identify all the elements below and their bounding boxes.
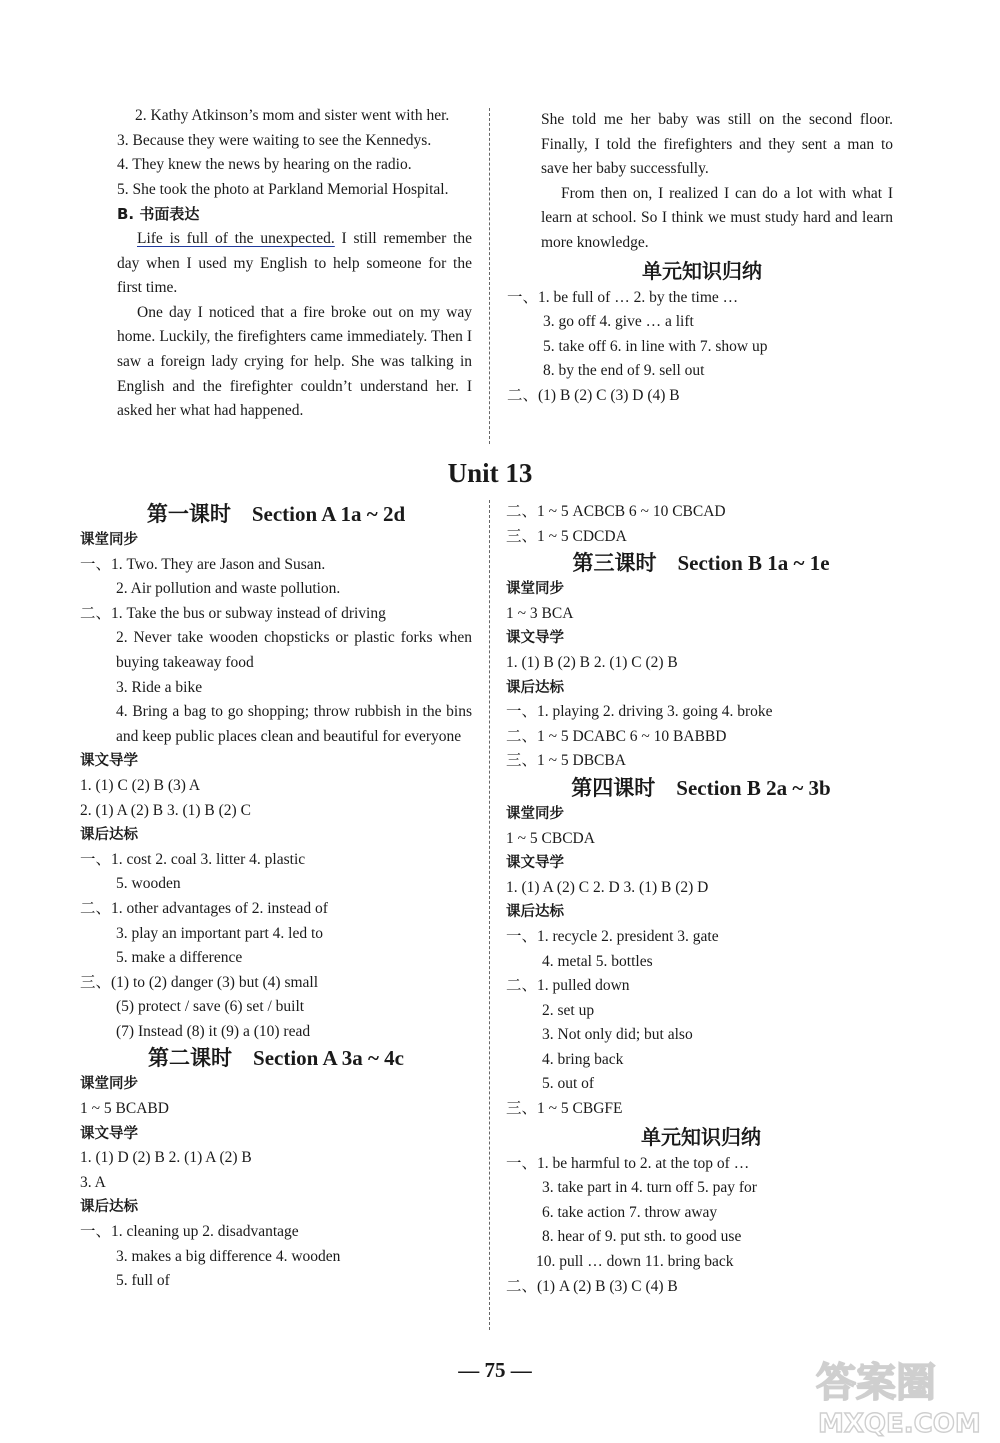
summary-line: 二、(1) B (2) C (3) D (4) B [507,386,680,404]
page-number: — 75 — [458,1358,532,1382]
bottom-right-column [506,500,896,1299]
answer-line: 4. Bring a bag to go shopping; throw rubbish in the bins and keep public places clean and beautiful for everyone [116,703,472,745]
answer-line: 二、1. Take the bus or subway instead of driving [80,604,386,622]
answer-line: 4. metal 5. bottles [542,952,653,970]
lesson1-after-class: 课后达标 [80,827,138,844]
unit-summary-title: 单元知识归纳 [642,258,762,283]
answer-line: 1 ~ 5 CBCDA [506,829,595,847]
answer-line: (7) Instead (8) it (9) a (10) read [116,1022,311,1040]
answer-line: 2. Air pollution and waste pollution. [116,580,341,598]
answer-line: 2. set up [542,1001,595,1019]
essay-p1-rest: I still remember the day when I used my English to help someone for the first time. [117,229,472,297]
lesson2-text-guide: 课文导学 [80,1125,138,1142]
lesson4-after-class: 课后达标 [506,904,564,921]
summary-line: 5. take off 6. in line with 7. show up [543,337,768,355]
section-b-heading: B. 书面表达 [117,205,200,224]
answer-line: 3. makes a big difference 4. wooden [116,1247,341,1265]
unit-title: Unit 13 [447,458,533,488]
essay-underlined-sentence: Life is full of the unexpected. [137,229,335,247]
watermark-text: 答案圈 [816,1360,936,1406]
summary-line: 二、(1) A (2) B (3) C (4) B [506,1277,678,1295]
watermark-icon [808,1348,998,1438]
answer-line: 一、1. cost 2. coal 3. litter 4. plastic [80,850,306,868]
essay-paragraph-1 [117,227,472,301]
summary-line: 3. go off 4. give … a lift [543,313,694,331]
answer-line: 1. (1) B (2) B 2. (1) C (2) B [506,653,678,671]
answer-line: 1. (1) A (2) C 2. D 3. (1) B (2) D [506,878,709,896]
bottom-left-column [80,500,472,1294]
answer-line: 一、1. cleaning up 2. disadvantage [80,1223,299,1241]
summary-line: 8. by the end of 9. sell out [543,362,705,380]
top-left-column [117,104,472,424]
answer-line: 3. Ride a bike [116,678,203,696]
summary-line: 6. take action 7. throw away [542,1203,718,1221]
top-right-column [507,108,893,409]
lesson1-classroom-sync: 课堂同步 [80,532,138,548]
summary-line: 3. take part in 4. turn off 5. pay for [542,1179,757,1197]
answer-line: 5. full of [116,1272,170,1290]
answer-line: 二、1. other advantages of 2. instead of [80,899,328,917]
answer-line: 5. wooden [116,875,181,893]
column-divider-top [489,108,490,444]
summary-line: 一、1. be full of … 2. by the time … [507,288,739,306]
lesson3-text-guide: 课文导学 [506,630,564,647]
answer-line: 一、1. recycle 2. president 3. gate [506,927,719,945]
answer-line: 1 ~ 3 BCA [506,604,574,622]
lesson2-classroom-sync: 课堂同步 [80,1076,138,1093]
answer-line: 三、1 ~ 5 CDCDA [506,527,627,545]
lesson4-classroom-sync: 课堂同步 [506,805,564,822]
lesson2-title: 第二课时 Section A 3a ~ 4c [148,1046,404,1071]
answer-line: 2. (1) A (2) B 3. (1) B (2) C [80,801,251,819]
unit-summary-title: 单元知识归纳 [641,1124,761,1149]
lesson3-title: 第三课时 Section B 1a ~ 1e [572,551,830,576]
answer-line: 3. play an important part 4. led to [116,924,324,942]
answer-line: 一、1. Two. They are Jason and Susan. [80,555,326,573]
summary-line: 10. pull … down 11. bring back [536,1253,734,1271]
lesson1-text-guide: 课文导学 [80,753,138,770]
watermark-site: MXQE.COM [818,1409,981,1438]
answer-line: 三、1 ~ 5 DBCBA [506,752,626,770]
essay-paragraph-3: From then on, I realized I can do a lot with what I learn at school. So I think we must study hard and learn more knowledge. [541,184,893,251]
answer-line: 三、(1) to (2) danger (3) but (4) small [80,973,319,991]
answer-line: 二、1. pulled down [506,977,630,995]
lesson1-title: 第一课时 Section A 1a ~ 2d [146,502,406,526]
answer-line: 5. She took the photo at Parkland Memorial Hospital. [117,180,449,198]
lesson3-after-class: 课后达标 [506,679,564,696]
answer-line: 4. bring back [542,1050,624,1068]
answer-line: 3. A [80,1173,106,1191]
answer-line: 3. Because they were waiting to see the Kennedys. [117,131,432,149]
lesson4-text-guide: 课文导学 [506,855,564,872]
lesson3-classroom-sync: 课堂同步 [506,581,564,598]
answer-line: 二、1 ~ 5 DCABC 6 ~ 10 BABBD [506,727,727,745]
answer-line: 二、1 ~ 5 ACBCB 6 ~ 10 CBCAD [506,503,726,520]
lesson2-after-class: 课后达标 [80,1199,138,1216]
answer-line: 2. Never take wooden chopsticks or plastic forks when buying takeaway food [116,629,472,671]
answer-line: 4. They knew the news by hearing on the radio. [117,156,412,174]
answer-line: 2. Kathy Atkinson’s mom and sister went with her. [135,107,450,124]
answer-line: 5. make a difference [116,949,243,967]
answer-line: 1. (1) D (2) B 2. (1) A (2) B [80,1149,252,1167]
summary-line: 一、1. be harmful to 2. at the top of … [506,1154,750,1172]
answer-line: 三、1 ~ 5 CBGFE [506,1100,623,1118]
answer-line: 3. Not only did; but also [542,1026,693,1044]
column-divider-bottom [489,500,490,1330]
answer-line: 1. (1) C (2) B (3) A [80,776,201,794]
essay-paragraph-2: One day I noticed that a fire broke out on my way home. Luckily, the firefighters came immediately. Then I saw a foreign lady crying for help. She was talking in English and the firefighter couldn’t understand her. I asked her what had happened. [117,303,472,420]
answer-line: (5) protect / save (6) set / built [116,998,305,1016]
watermark-logo [808,1348,998,1438]
lesson4-title: 第四课时 Section B 2a ~ 3b [571,775,831,800]
summary-line: 8. hear of 9. put sth. to good use [542,1228,742,1246]
answer-line: 1 ~ 5 BCABD [80,1100,169,1118]
answer-line: 5. out of [542,1075,595,1093]
answer-line: 一、1. playing 2. driving 3. going 4. broke [506,703,773,721]
essay-continued: She told me her baby was still on the second floor. Finally, I told the firefighters and they sent a man to save her baby successfully. [541,111,893,178]
